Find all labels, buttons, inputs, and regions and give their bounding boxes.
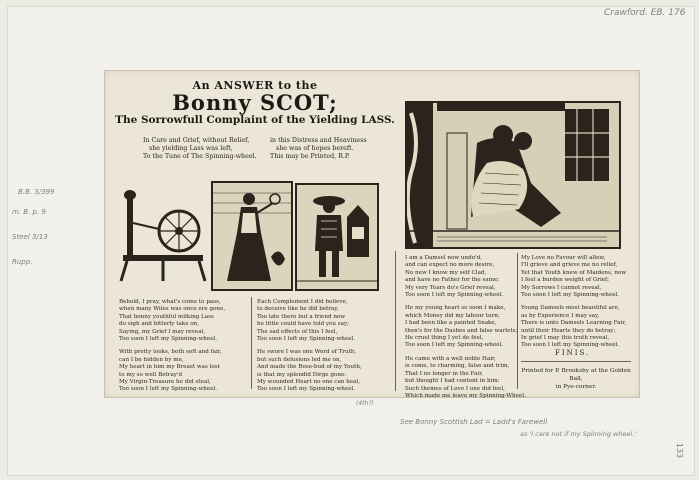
verse-line: There is unto Damsels Learning Fair, xyxy=(521,320,627,327)
verse-line: Too soon I left my Spinning-wheel. xyxy=(405,292,504,299)
finis-mark: FINIS. xyxy=(555,349,591,357)
verse-line: can I be hidden by me, xyxy=(119,356,184,363)
stanza xyxy=(257,349,362,393)
subtitle-left-1: In Care and Grief, without Relief, xyxy=(143,137,250,144)
spinning-wheel-woodcut xyxy=(113,183,209,287)
verse-line: My Sorrows I cannot reveal, xyxy=(521,284,602,291)
under-sheet-note: (4th?) xyxy=(356,400,374,407)
verse-line: but thought I had content in him: xyxy=(405,378,500,385)
verse-line: No new I know my self Clad, xyxy=(405,269,487,276)
verse-line: Yet that Youth knew of Maidens, now xyxy=(521,269,627,276)
verse-column-4 xyxy=(521,255,626,356)
verse-line: He swore I was one Word of Truth, xyxy=(257,349,357,356)
verse-line: I feel a burden weight of Grief; xyxy=(521,277,609,284)
verse-line: when many Wiles was once ere gone, xyxy=(119,306,226,313)
verse-line: Too soon I left my Spinning-wheel. xyxy=(521,342,620,349)
verse-line: My wounded Heart no one can heal, xyxy=(257,379,360,386)
stanza xyxy=(119,349,225,393)
heading-line-1: An ANSWER to the xyxy=(192,79,318,92)
heading-line-3: The Sorrowfull Complaint of the Yielding LASS. xyxy=(115,114,395,126)
verse-line: My very Tears do's Grief reveal, xyxy=(405,284,496,291)
verse-line: My Love no Favour will allow, xyxy=(521,255,606,261)
margin-note-2: m. B. p. 9 xyxy=(12,208,46,216)
verse-line: Each Complement I did believe, xyxy=(257,299,348,305)
woman-woodcut xyxy=(211,181,293,291)
verse-column-1 xyxy=(119,299,225,400)
stanza xyxy=(521,255,626,299)
verse-line: until their Hearts they do betray; xyxy=(521,327,616,334)
verse-line: That I no longer in the Fair, xyxy=(405,370,484,377)
verse-line: and have no Father for the same; xyxy=(405,277,500,284)
subtitle-right-3: This may be Printed, R.P. xyxy=(270,153,350,160)
imprint xyxy=(517,367,635,391)
imprint-line-2: in Pye-corner. xyxy=(555,384,597,390)
verse-line: Too soon I left my Spinning-wheel. xyxy=(405,342,504,349)
catalogue-reference: Crawford. EB. 176 xyxy=(604,8,686,18)
verse-line: then's for the Dashes and false warlets; xyxy=(405,327,518,334)
stanza xyxy=(405,305,526,349)
verse-line: Which made me leave my Spinning-Wheel. xyxy=(405,392,526,399)
stanza xyxy=(119,299,225,343)
subtitle-left-2: she yielding Lass was left, xyxy=(149,145,233,152)
verse-line: He cruel thing I yet do feel, xyxy=(405,335,484,342)
verse-line: is come, to charming, false and trim, xyxy=(405,363,510,370)
stanza xyxy=(521,305,626,349)
verse-line: but such delusions led me on, xyxy=(257,356,342,363)
broadside-sheet xyxy=(104,70,640,398)
verse-line: do sigh and bitterly take on, xyxy=(119,321,200,328)
couple-woodcut xyxy=(405,101,621,249)
verse-line: That bonny youthful milking Lass xyxy=(119,313,214,320)
verse-line: Young Damsels most beautiful are, xyxy=(521,305,620,312)
margin-note-3: Steel 3/13 xyxy=(12,233,48,241)
verse-line: Too soon I left my Spinning-wheel. xyxy=(119,386,218,393)
column-divider xyxy=(251,297,252,389)
man-woodcut xyxy=(295,183,379,291)
verse-line: I'll grieve and grieve me no relief, xyxy=(521,262,618,269)
stanza xyxy=(257,299,362,343)
subtitle-right xyxy=(270,137,367,161)
stanza xyxy=(405,255,526,299)
verse-line: Too soon I left my Spinning-wheel. xyxy=(257,336,356,343)
stanza xyxy=(405,356,526,400)
verse-line: He my young heart so soon I make, xyxy=(405,305,506,312)
verse-line: Too late there but a friend now xyxy=(257,313,346,320)
verse-line: And made the Rose-bud of my Youth, xyxy=(257,364,362,371)
verse-line: and can expect no more desire, xyxy=(405,262,495,269)
subtitle-left-3: To the Tune of The Spinning-wheel. xyxy=(143,153,257,160)
verse-line: Too soon I left my Spinning-wheel. xyxy=(119,336,218,343)
subtitle-right-2: she was of hopes bereft. xyxy=(276,145,354,152)
page-number: 133 xyxy=(675,442,685,459)
verse-line: I had been like a painted Snake, xyxy=(405,320,497,327)
verse-line: is that my splendid Dirge gone: xyxy=(257,371,347,378)
verse-line: which Money did my labour turn; xyxy=(405,312,500,319)
verse-line: Saying, my Grief I may reveal, xyxy=(119,328,206,335)
imprint-rule xyxy=(521,361,631,362)
margin-note-1: B.B. 3/399 xyxy=(18,188,55,196)
verse-line: The sad effects of this I feel, xyxy=(257,328,338,335)
verse-line: as by Experience I may say, xyxy=(521,312,600,319)
verse-line: Too soon I left my Spinning-wheel. xyxy=(521,292,620,299)
bottom-note-2: as 'I care not if my Spinning wheel.' xyxy=(520,430,637,438)
verse-line: to my so well Betray'd xyxy=(119,371,183,378)
verse-line: Such themes of Love I one did feel, xyxy=(405,385,505,392)
verse-line: My Virgin-Treasure he did steal, xyxy=(119,379,211,386)
verse-line: I am a Damsel now undo'd, xyxy=(405,255,482,261)
verse-line: In grief I may this truth reveal, xyxy=(521,335,610,342)
margin-note-4: Rupp. xyxy=(12,258,33,266)
verse-line: He came with a well noble Hair, xyxy=(405,355,496,362)
bottom-note-1: See Bonny Scottish Lad = Ladd's Farewell xyxy=(400,418,548,426)
verse-line: he little could have told you say; xyxy=(257,321,350,328)
subtitle-left xyxy=(143,137,257,161)
verse-line: My heart in him my Breast was lost xyxy=(119,364,220,371)
verse-line: Too soon I left my Spinning-wheel. xyxy=(257,386,356,393)
verse-column-2 xyxy=(257,299,362,400)
subtitle-right-1: in this Distress and Heaviness xyxy=(270,137,367,144)
verse-line: With pretty looks, both soft and fair, xyxy=(119,349,222,356)
imprint-line-1: Printed for P. Brooksby at the Golden Ball, xyxy=(521,368,631,382)
heading-line-2: Bonny SCOT; xyxy=(172,90,338,115)
verse-line: to deceive like he did betray, xyxy=(257,306,339,313)
title-block xyxy=(105,79,405,126)
verse-line: Behold, I pray, what's come to pass, xyxy=(119,299,221,305)
page-divider xyxy=(395,251,396,391)
verse-column-3 xyxy=(405,255,526,406)
